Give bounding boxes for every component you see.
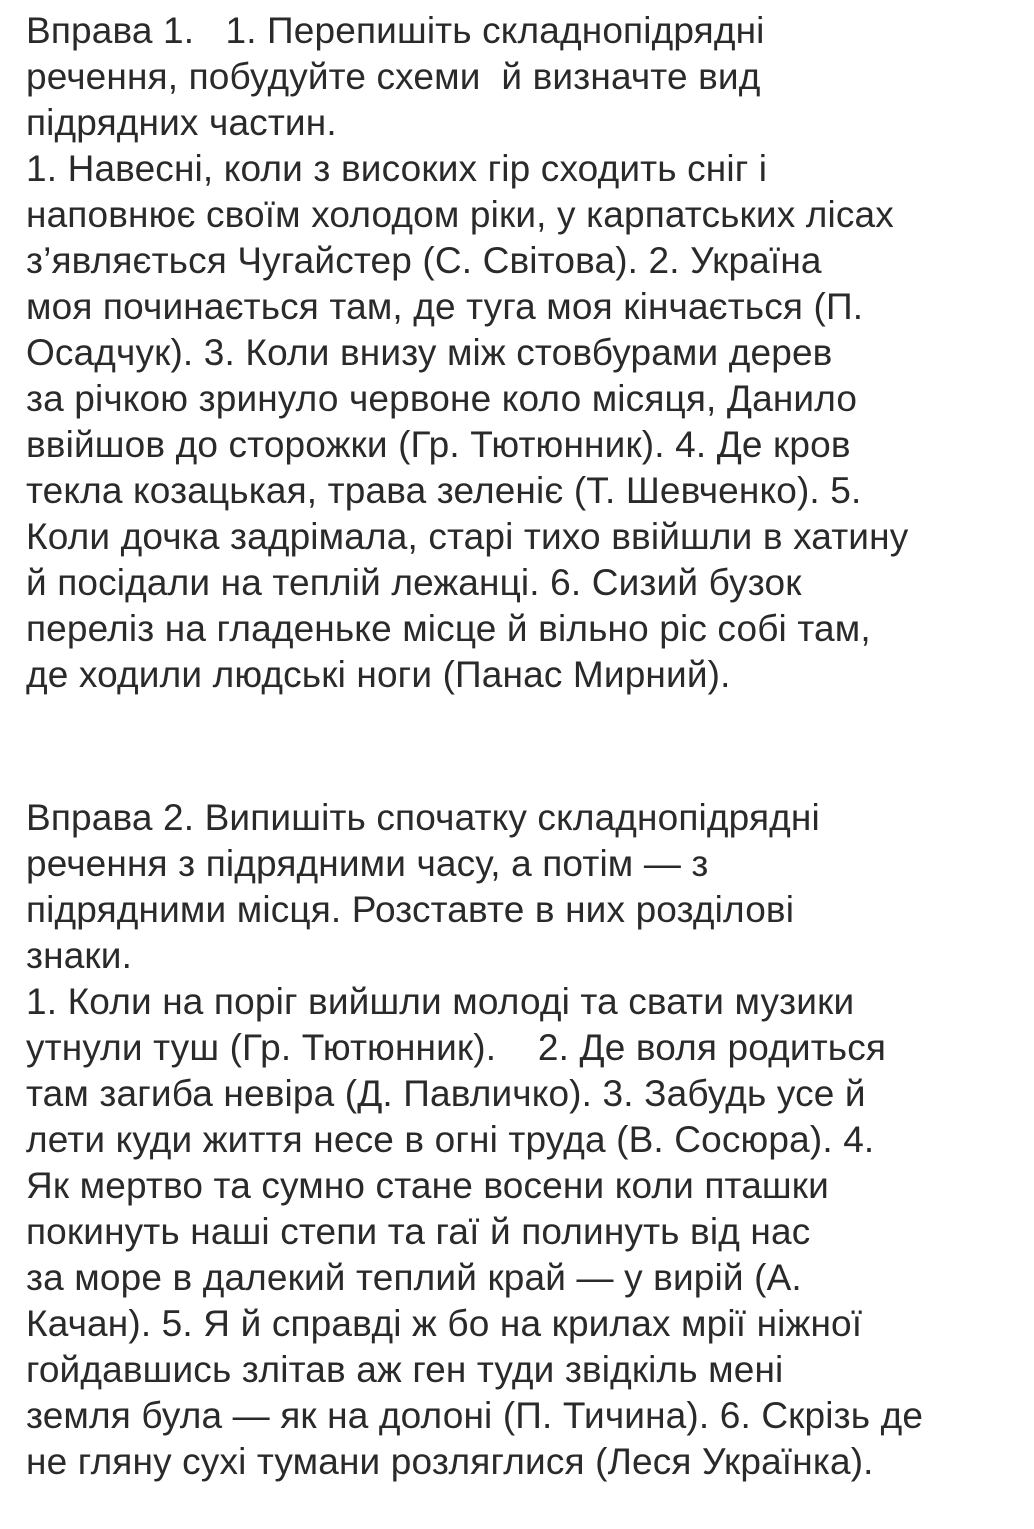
exercise-1-line: переліз на гладеньке місце й вільно ріс собі там, (26, 608, 871, 649)
exercise-2-line: не гляну сухі тумани розляглися (Леся Українка). (26, 1441, 874, 1482)
exercise-2-line: лети куди життя несе в огні труда (В. Сосюра). 4. (26, 1119, 875, 1160)
exercise-2-line: утнули туш (Гр. Тютюнник). 2. Де воля родиться (26, 1027, 887, 1068)
exercise-2-line: гойдавшись злітав аж ген туди звідкіль мені (26, 1349, 784, 1390)
exercise-1-line: підрядних частин. (26, 102, 337, 143)
exercise-2 (26, 795, 1026, 1485)
exercise-1-line: речення, побудуйте схеми й визначте вид (26, 56, 761, 97)
exercise-1-line: 1. Навесні, коли з високих гір сходить сніг і (26, 148, 768, 189)
exercise-1-line: наповнює своїм холодом ріки, у карпатських лісах (26, 194, 894, 235)
exercise-1 (26, 8, 1026, 698)
exercise-1-line: за річкою зринуло червоне коло місяця, Данило (26, 378, 858, 419)
exercise-2-line: за море в далекий теплий край — у вирій (А. (26, 1257, 802, 1298)
exercise-1-line: ввійшов до сторожки (Гр. Тютюнник). 4. Де кров (26, 424, 851, 465)
exercise-2-line: підрядними місця. Розставте в них розділові (26, 889, 795, 930)
exercise-1-line: Вправа 1. 1. Перепишіть складнопідрядні (26, 10, 765, 51)
exercise-2-line: Вправа 2. Випишіть спочатку складнопідрядні (26, 797, 820, 838)
exercise-1-line: де ходили людські ноги (Панас Мирний). (26, 654, 731, 695)
document-page (26, 8, 1026, 1485)
exercise-2-line: Качан). 5. Я й справді ж бо на крилах мрії ніжної (26, 1303, 863, 1344)
exercise-1-line: й посідали на теплій лежанці. 6. Сизий бузок (26, 562, 802, 603)
exercise-1-line: з’являється Чугайстер (С. Світова). 2. Україна (26, 240, 822, 281)
exercise-2-line: земля була — як на долоні (П. Тичина). 6. Скрізь де (26, 1395, 924, 1436)
section-spacer (26, 698, 1026, 795)
exercise-2-line: речення з підрядними часу, а потім — з (26, 843, 709, 884)
exercise-1-line: моя починається там, де туга моя кінчається (П. (26, 286, 864, 327)
exercise-2-line: там загиба невіра (Д. Павличко). 3. Забудь усе й (26, 1073, 866, 1114)
exercise-2-line: 1. Коли на поріг вийшли молоді та свати музики (26, 981, 855, 1022)
exercise-1-line: Осадчук). 3. Коли внизу між стовбурами дерев (26, 332, 833, 373)
exercise-2-line: знаки. (26, 935, 133, 976)
exercise-1-line: текла козацькая, трава зеленіє (Т. Шевченко). 5. (26, 470, 862, 511)
exercise-1-line: Коли дочка задрімала, старі тихо ввійшли в хатину (26, 516, 909, 557)
exercise-2-line: покинуть наші степи та гаї й полинуть від нас (26, 1211, 811, 1252)
exercise-2-line: Як мертво та сумно стане восени коли пташки (26, 1165, 829, 1206)
